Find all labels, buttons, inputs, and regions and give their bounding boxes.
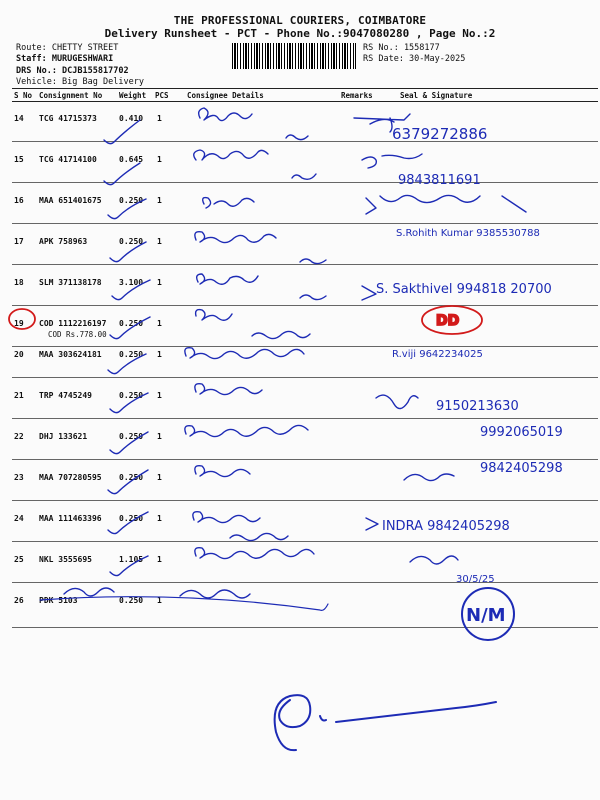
handwritten-phone: 6379272886 [392, 125, 488, 143]
staff-label: Staff: MURUGESHWARI [16, 54, 114, 64]
table-row: 22 DHJ 133621 0.250 1 [12, 419, 598, 460]
handwritten-phone: 9842405298 [480, 461, 563, 476]
column-header-pcs: PCS [155, 91, 169, 100]
runsheet-title: Delivery Runsheet - PCT - Phone No.:9047080280 , Page No.:2 [104, 27, 496, 40]
column-header-signature: Seal & Signature [400, 91, 473, 100]
company-title: THE PROFESSIONAL COURIERS, COIMBATORE [173, 14, 427, 27]
rs-date: RS Date: 30-May-2025 [363, 54, 466, 64]
column-header-consignee: Consignee Details [187, 91, 264, 100]
barcode [232, 43, 356, 69]
handwritten-name-phone: R.viji 9642234025 [392, 349, 483, 360]
column-header-remarks: Remarks [341, 91, 373, 100]
table-row: 16 MAA 651401675 0.250 1 [12, 183, 598, 224]
handwritten-phone: 9843811691 [398, 173, 481, 188]
table-row: 21 TRP 4745249 0.250 1 [12, 378, 598, 419]
handwritten-name-phone: S.Rohith Kumar 9385530788 [396, 228, 540, 239]
table-row: 19 COD 1112216197 0.250 1 COD Rs.778.00 [12, 306, 598, 347]
table-row: 23 MAA 707280595 0.250 1 [12, 460, 598, 501]
handwritten-name-phone: S. Sakthivel 994818 20700 [376, 282, 552, 297]
table-row: 15 TCG 41714100 0.645 1 [12, 142, 598, 183]
cod-amount: COD Rs.778.00 [48, 330, 107, 339]
table-row: 17 APK 758963 0.250 1 [12, 224, 598, 265]
column-header-sno: S No [14, 91, 33, 100]
table-row: 20 MAA 303624181 0.250 1 [12, 337, 598, 378]
table-row: 25 NKL 3555695 1.105 1 [12, 542, 598, 583]
table-row: 14 TCG 41715373 0.410 1 [12, 101, 598, 142]
table-header [12, 88, 598, 102]
table-row: 18 SLM 371138178 3.100 1 [12, 265, 598, 306]
table-row: 24 MAA 111463396 0.250 1 [12, 501, 598, 542]
column-header-weight: Weight [119, 91, 147, 100]
signature-stroke [275, 695, 496, 750]
rs-number: RS No.: 1558177 [363, 43, 440, 53]
vehicle-label: Vehicle: Big Bag Delivery [16, 77, 144, 87]
drs-number: DRS No.: DCJB155817702 [16, 66, 129, 76]
table-row: 26 PDK 5103 0.250 1 [12, 583, 598, 628]
dd-remark: DD [436, 313, 460, 329]
route-label: Route: CHETTY STREET [16, 43, 119, 53]
handwritten-phone: 9150213630 [436, 399, 519, 414]
column-header-consignment: Consignment No [39, 91, 103, 100]
handwritten-name-phone: INDRA 9842405298 [382, 519, 510, 534]
handwritten-date: 30/5/25 [456, 574, 495, 585]
nm-remark: N/M [466, 605, 506, 626]
handwritten-phone: 9992065019 [480, 425, 563, 440]
